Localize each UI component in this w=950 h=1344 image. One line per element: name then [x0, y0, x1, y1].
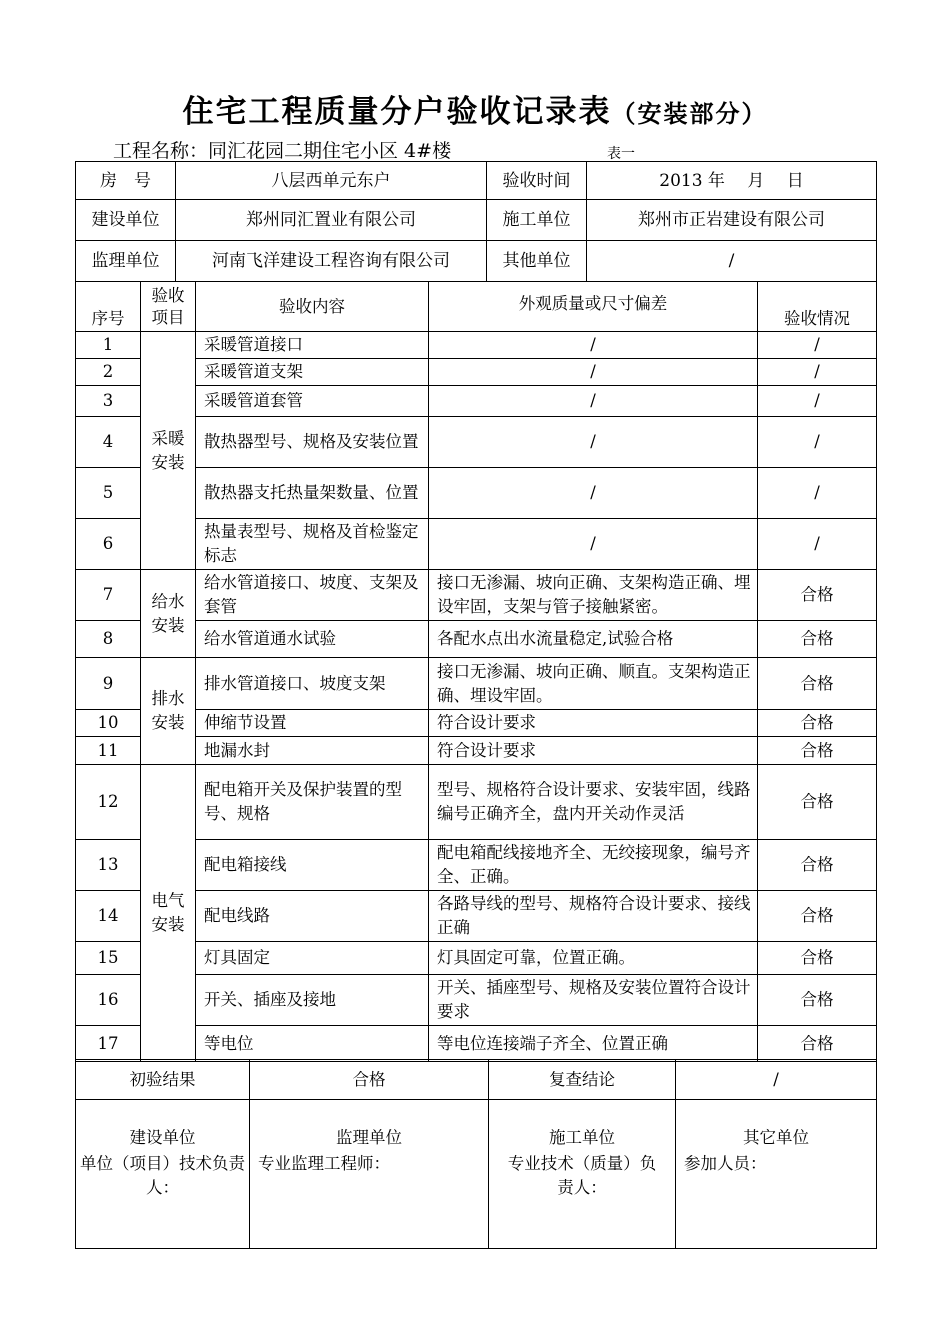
header-no: 序号 [76, 282, 141, 332]
supervisor-label: 监理单位 [76, 241, 176, 282]
row-quality: / [429, 332, 758, 359]
header-quality: 外观质量或尺寸偏差 [429, 282, 758, 332]
row-content: 给水管道接口、坡度、支架及套管 [196, 570, 429, 621]
other-person: 参加人员： [676, 1152, 877, 1249]
row-no: 9 [76, 658, 141, 710]
row-no: 14 [76, 891, 141, 942]
row-quality: 接口无渗漏、坡向正确、顺直。支架构造正确、埋设牢固。 [429, 658, 758, 710]
group-heating: 采暖安装 [141, 332, 196, 570]
project-name: 同汇花园二期住宅小区 4#楼 [208, 140, 452, 162]
row-content: 采暖管道接口 [196, 332, 429, 359]
row-no: 3 [76, 386, 141, 417]
row-result: 合格 [758, 737, 877, 765]
room-value: 八层西单元东户 [176, 162, 487, 200]
date-value: 2013 年 月 日 [587, 162, 877, 200]
row-content: 排水管道接口、坡度支架 [196, 658, 429, 710]
review-value: / [676, 1060, 877, 1100]
row-no: 17 [76, 1026, 141, 1062]
room-label: 房 号 [76, 162, 176, 200]
row-quality: / [429, 417, 758, 468]
table-row [76, 468, 877, 519]
row-quality: 各配水点出水流量稳定,试验合格 [429, 621, 758, 658]
header-item: 验收项目 [141, 282, 196, 332]
date-label: 验收时间 [487, 162, 587, 200]
row-result: / [758, 332, 877, 359]
row-result: / [758, 386, 877, 417]
title-main: 住宅工程质量分户验收记录表 [182, 94, 612, 130]
row-no: 10 [76, 710, 141, 737]
table-row [76, 942, 877, 975]
inspection-table [75, 281, 877, 1062]
row-result: 合格 [758, 1026, 877, 1062]
header-content: 验收内容 [196, 282, 429, 332]
row-quality: 型号、规格符合设计要求、安装牢固，线路编号正确齐全，盘内开关动作灵活 [429, 765, 758, 840]
row-result: 合格 [758, 621, 877, 658]
supervisor-person: 专业监理工程师： [250, 1152, 489, 1249]
group-electric: 电气安装 [141, 765, 196, 1062]
initial-result-label: 初验结果 [76, 1060, 250, 1100]
row-content: 散热器型号、规格及安装位置 [196, 417, 429, 468]
signoff-table [75, 1059, 877, 1249]
row-quality: / [429, 359, 758, 386]
row-result: 合格 [758, 658, 877, 710]
row-no: 5 [76, 468, 141, 519]
contractor-label: 施工单位 [487, 200, 587, 241]
row-no: 12 [76, 765, 141, 840]
sign-supervisor-label: 监理单位 [250, 1100, 489, 1152]
review-label: 复查结论 [489, 1060, 676, 1100]
row-quality: 接口无渗漏、坡向正确、支架构造正确、埋设牢固，支架与管子接触紧密。 [429, 570, 758, 621]
builder-value: 郑州同汇置业有限公司 [176, 200, 487, 241]
row-no: 7 [76, 570, 141, 621]
title-suffix: （安装部分） [611, 99, 768, 128]
row-result: 合格 [758, 891, 877, 942]
row-no: 4 [76, 417, 141, 468]
row-content: 地漏水封 [196, 737, 429, 765]
row-quality: 符合设计要求 [429, 737, 758, 765]
sign-other-label: 其它单位 [676, 1100, 877, 1152]
table-row [76, 975, 877, 1026]
builder-label: 建设单位 [76, 200, 176, 241]
other-value: / [587, 241, 877, 282]
row-result: 合格 [758, 765, 877, 840]
row-result: / [758, 417, 877, 468]
row-no: 6 [76, 519, 141, 570]
page-title [0, 86, 950, 131]
row-no: 15 [76, 942, 141, 975]
row-content: 给水管道通水试验 [196, 621, 429, 658]
row-result: 合格 [758, 570, 877, 621]
group-water: 给水安装 [141, 570, 196, 658]
row-quality: / [429, 468, 758, 519]
row-result: 合格 [758, 840, 877, 891]
sign-contractor-label: 施工单位 [489, 1100, 676, 1152]
table-row [76, 386, 877, 417]
table-row [76, 417, 877, 468]
row-quality: 各路导线的型号、规格符合设计要求、接线正确 [429, 891, 758, 942]
row-quality: 配电箱配线接地齐全、无绞接现象，编号齐全、正确。 [429, 840, 758, 891]
row-no: 1 [76, 332, 141, 359]
contractor-person: 专业技术（质量）负责人： [489, 1152, 676, 1249]
row-quality: 灯具固定可靠，位置正确。 [429, 942, 758, 975]
table-row [76, 891, 877, 942]
row-content: 采暖管道支架 [196, 359, 429, 386]
row-result: / [758, 359, 877, 386]
builder-person: 单位（项目）技术负责人： [76, 1152, 250, 1249]
initial-result-value: 合格 [250, 1060, 489, 1100]
group-drain: 排水安装 [141, 658, 196, 765]
row-result: 合格 [758, 942, 877, 975]
row-quality: 符合设计要求 [429, 710, 758, 737]
table-row [76, 840, 877, 891]
project-line [113, 136, 451, 163]
row-content: 采暖管道套管 [196, 386, 429, 417]
contractor-value: 郑州市正岩建设有限公司 [587, 200, 877, 241]
row-result: / [758, 468, 877, 519]
row-content: 配电线路 [196, 891, 429, 942]
row-quality: / [429, 519, 758, 570]
table-row [76, 359, 877, 386]
row-content: 配电箱开关及保护装置的型号、规格 [196, 765, 429, 840]
table-row [76, 1026, 877, 1062]
row-no: 11 [76, 737, 141, 765]
sign-builder-label: 建设单位 [76, 1100, 250, 1152]
table-number: 表一 [607, 146, 635, 162]
row-quality: / [429, 386, 758, 417]
row-content: 开关、插座及接地 [196, 975, 429, 1026]
table-row [76, 710, 877, 737]
row-content: 配电箱接线 [196, 840, 429, 891]
table-row [76, 765, 877, 840]
row-no: 16 [76, 975, 141, 1026]
table-row [76, 737, 877, 765]
table-row [76, 658, 877, 710]
header-result: 验收情况 [758, 282, 877, 332]
info-table [75, 161, 877, 282]
row-result: 合格 [758, 975, 877, 1026]
row-content: 散热器支托热量架数量、位置 [196, 468, 429, 519]
row-content: 热量表型号、规格及首检鉴定标志 [196, 519, 429, 570]
row-result: / [758, 519, 877, 570]
row-content: 伸缩节设置 [196, 710, 429, 737]
row-result: 合格 [758, 710, 877, 737]
row-no: 13 [76, 840, 141, 891]
row-content: 灯具固定 [196, 942, 429, 975]
table-row [76, 570, 877, 621]
row-quality: 等电位连接端子齐全、位置正确 [429, 1026, 758, 1062]
row-no: 8 [76, 621, 141, 658]
row-no: 2 [76, 359, 141, 386]
supervisor-value: 河南飞洋建设工程咨询有限公司 [176, 241, 487, 282]
other-label: 其他单位 [487, 241, 587, 282]
table-row [76, 519, 877, 570]
table-row [76, 332, 877, 359]
row-quality: 开关、插座型号、规格及安装位置符合设计要求 [429, 975, 758, 1026]
project-label: 工程名称： [113, 140, 209, 162]
row-content: 等电位 [196, 1026, 429, 1062]
table-row [76, 621, 877, 658]
